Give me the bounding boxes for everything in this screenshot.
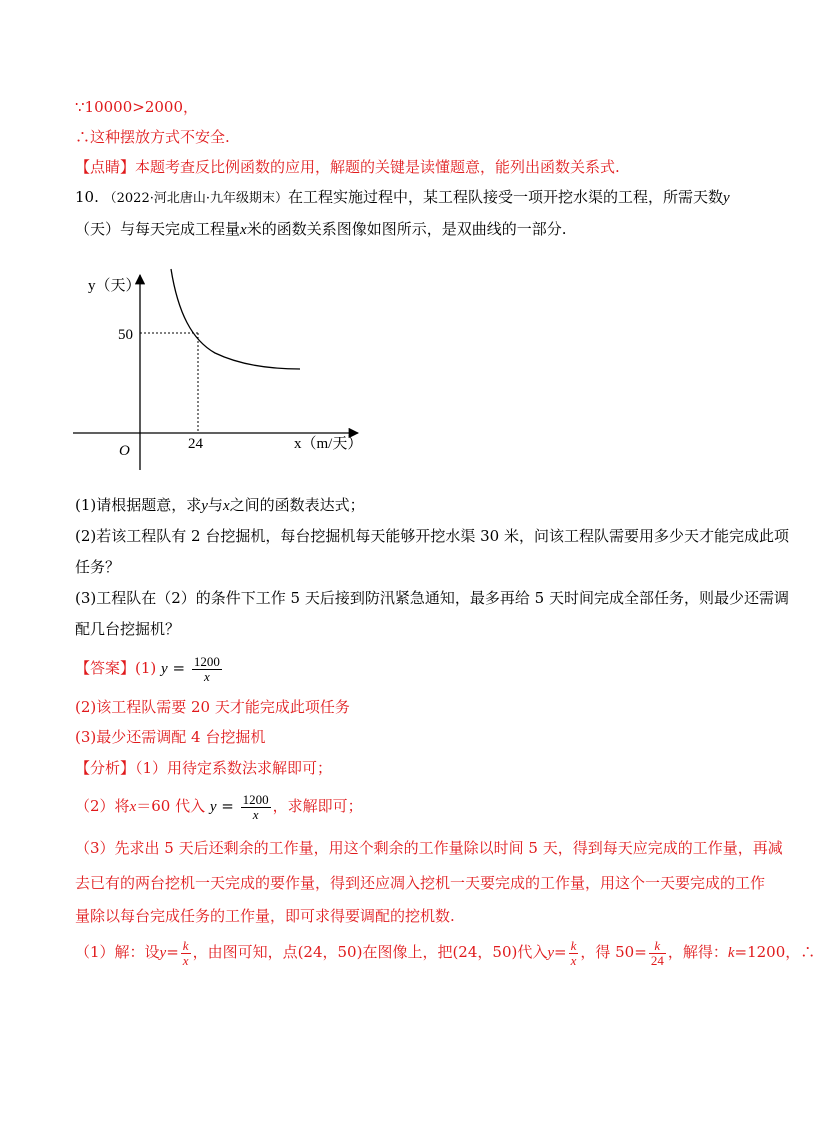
dianjing-note	[75, 157, 620, 177]
answer-tag: 【答案】	[75, 659, 136, 677]
part-1-text-a: (1)请根据题意，求	[75, 496, 202, 514]
solution-s1-lhs: y	[159, 945, 167, 961]
analysis-p1: （1）用待定系数法求解即可；	[135, 759, 333, 777]
part-1-var-x: x	[222, 498, 230, 514]
x-axis-label: x（m/天）	[294, 436, 363, 452]
origin-label: O	[119, 443, 130, 459]
var-y: y	[723, 190, 730, 206]
hyperbola-curve	[171, 269, 300, 369]
analysis-1	[75, 758, 332, 778]
analysis-p2-x: x	[129, 799, 137, 815]
hyperbola-graph	[70, 265, 370, 475]
part-2-line-1: (2)若该工程队有 2 台挖掘机，每台挖掘机每天能够开挖水渠 30 米，问该工程队需要用多少天才能完成此项	[75, 527, 789, 545]
solution-s3-numerator: k	[649, 939, 666, 954]
answer-3: (3)最少还需调配 4 台挖掘机	[75, 728, 266, 746]
analysis-p2-lhs: y	[209, 799, 217, 815]
solution-s2-fraction	[569, 939, 579, 968]
solution-s1-numerator: k	[182, 937, 189, 953]
solution-s2-numerator: k	[570, 937, 577, 953]
part-3-line-2: 配几台挖掘机？	[75, 620, 181, 638]
prev-solution-line-1: ∵10000>2000，	[75, 98, 199, 116]
solution-line: （1）解：设y= $\frac{k}{x}$ ，由图可知，点(24，50)在图像上，把(24，50)代入y= $\frac{k}{x}$ ，得 50= $\frac{k}{24}$ ，解得：k=1200，∴	[75, 937, 815, 968]
analysis-3-line-3: 量除以每台完成任务的工作量，即可求得要调配的挖机数.	[75, 907, 455, 925]
solution-s4: ，解得：	[667, 943, 728, 961]
solution-s1-fraction	[181, 939, 191, 968]
analysis-p2-a: （2）将	[75, 797, 130, 815]
analysis-p2-b: ＝60 代入	[136, 797, 206, 815]
y-tick-50: 50	[118, 327, 133, 343]
question-source: （2022·河北唐山·九年级期末）	[103, 191, 288, 206]
solution-s2: ，由图可知，点(24，50)在图像上，把(24，50)代入	[192, 943, 548, 961]
solution-s1: （1）解：设	[75, 943, 160, 961]
solution-s3-fraction	[649, 939, 666, 968]
part-1-text-c: 之间的函数表达式；	[229, 496, 365, 514]
part-2-line-2: 任务？	[75, 558, 121, 576]
y-axis-label: y（天）	[88, 278, 141, 294]
answer-1-fraction	[192, 655, 222, 684]
part-3-line-1: (3)工程队在（2）的条件下工作 5 天后接到防汛紧急通知，最多再给 5 天时间完成全部任务，则最少还需调	[75, 589, 789, 607]
analysis-p2-c: ，求解即可；	[272, 797, 363, 815]
answer-1-numerator: 1200	[193, 653, 220, 669]
analysis-p2-numerator: 1200	[242, 791, 269, 807]
var-x: x	[240, 222, 247, 238]
analysis-3-line-2: 去已有的两台挖机一天完成的要作量，得到还应凋入挖机一天要完成的工作量，用这个一天要完成的工作	[75, 874, 766, 892]
part-1-text-b: 与	[207, 496, 223, 514]
solution-s3-denominator: 24	[650, 952, 664, 968]
question-stem-2c: 米的函数关系图像如图所示，是双曲线的一部分.	[246, 220, 567, 238]
question-stem-line-2	[75, 219, 566, 240]
answer-1: 【答案】(1) y = $\frac{1200}{x}$	[75, 653, 220, 684]
solution-s2-lhs: y	[547, 945, 555, 961]
question-stem-1a: 在工程实施过程中，某工程队接受一项开挖水渠的工程，所需天数	[288, 188, 724, 206]
prev-solution-line-2: ∴这种摆放方式不安全.	[75, 128, 230, 146]
question-stem-2a: （天）与每天完成工程量	[75, 220, 241, 238]
answer-1-prefix: (1)	[135, 659, 157, 677]
solution-s1-denominator: x	[182, 952, 189, 968]
question-number: 10.	[75, 188, 99, 206]
part-1-var-y: y	[201, 498, 208, 514]
answer-1-lhs: y	[161, 661, 168, 677]
solution-s4-k: k	[727, 945, 735, 961]
solution-s3: ，得 50=	[580, 943, 647, 961]
question-stem-line-1	[75, 187, 730, 209]
dianjing-tag: 【点睛】	[75, 158, 136, 176]
analysis-2: （2）将x＝60 代入 y = $\frac{1200}{x}$ ，求解即可；	[75, 791, 363, 822]
solution-s4-value: =1200，∴	[734, 943, 815, 961]
analysis-p2-fraction	[241, 793, 271, 822]
dianjing-text: 本题考查反比例函数的应用，解题的关键是读懂题意，能列出函数关系式.	[135, 158, 620, 176]
part-1	[75, 495, 365, 516]
analysis-tag: 【分析】	[75, 759, 136, 777]
solution-s2-denominator: x	[570, 952, 577, 968]
x-tick-24: 24	[188, 436, 203, 452]
answer-1-denominator: x	[203, 668, 210, 684]
analysis-p2-denominator: x	[252, 806, 259, 822]
answer-2: (2)该工程队需要 20 天才能完成此项任务	[75, 698, 350, 716]
analysis-3-line-1: （3）先求出 5 天后还剩余的工作量，用这个剩余的工作量除以时间 5 天，得到每天应完成的工作量，再减	[75, 839, 783, 857]
